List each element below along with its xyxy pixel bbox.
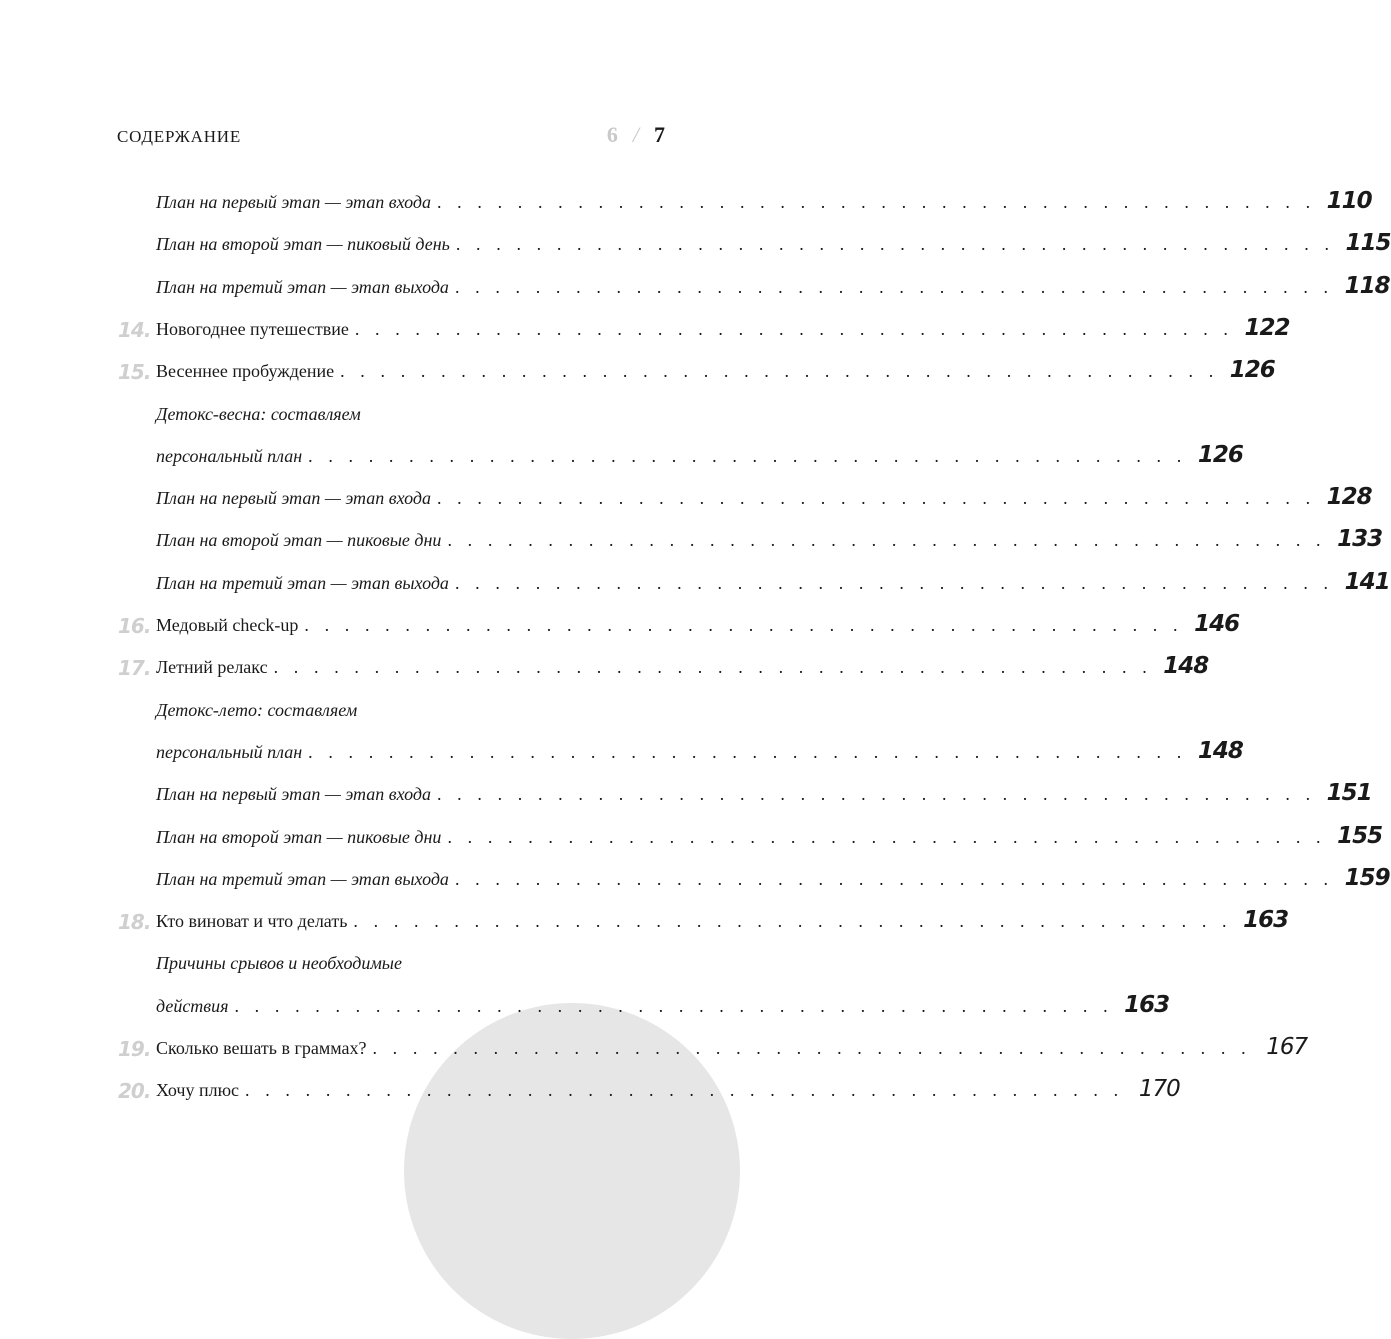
toc-dot-leader: . . . . . . . . . . . . . . . . . . . . . . . . . . . . . . . . . . . . . . . . . . . . (436, 784, 1316, 805)
toc-page-number: 159 (1344, 865, 1390, 891)
toc-entry (118, 944, 626, 974)
toc-entry (118, 437, 1243, 468)
toc-entry-title: Летний релакс (156, 657, 268, 678)
toc-dot-leader: . . . . . . . . . . . . . . . . . . . . . . . . . . . . . . . . . . . . . . . . . . . . (455, 234, 1335, 255)
toc-page-number: 148 (1163, 653, 1209, 679)
toc-entry-title: План на второй этап — пиковые дни (156, 530, 442, 551)
toc-dot-leader: . . . . . . . . . . . . . . . . . . . . . . . . . . . . . . . . . . . . . . . . . . . . (304, 615, 1184, 636)
toc-page-number: 163 (1243, 907, 1289, 933)
toc-page-number: 128 (1326, 484, 1372, 510)
toc-page-number: 170 (1138, 1076, 1180, 1102)
toc-entry (118, 648, 1209, 680)
toc-chapter-number: 19. (118, 1037, 151, 1061)
toc-page-number: 141 (1344, 569, 1390, 595)
toc-entry-title: Детокс-лето: составляем (156, 700, 358, 721)
toc-entry (118, 183, 1372, 214)
toc-entry (118, 733, 1243, 764)
toc-entry (118, 564, 1390, 595)
toc-dot-leader: . . . . . . . . . . . . . . . . . . . . . . . . . . . . . . . . . . . . . . . . . . . . (436, 192, 1316, 213)
toc-entry-title: персональный план (156, 446, 303, 467)
toc-chapter-number: 18. (118, 910, 151, 934)
toc-entry-title: Детокс-весна: составляем (156, 404, 361, 425)
toc-page-number: 148 (1197, 738, 1243, 764)
toc-entry-title: План на третий этап — этап выхода (156, 573, 449, 594)
toc-page-number: 115 (1345, 230, 1391, 256)
toc-entry-title: План на первый этап — этап входа (156, 784, 431, 805)
toc-page-number: 122 (1244, 315, 1290, 341)
toc-page-number: 151 (1326, 780, 1372, 806)
toc-entry-title: План на второй этап — пиковые дни (156, 827, 442, 848)
toc-entry (118, 987, 1170, 1018)
toc-entry (118, 479, 1372, 510)
toc-dot-leader: . . . . . . . . . . . . . . . . . . . . . . . . . . . . . . . . . . . . . . . . . . . . (353, 911, 1233, 932)
toc-chapter-number: 14. (118, 318, 151, 342)
toc-dot-leader: . . . . . . . . . . . . . . . . . . . . . . . . . . . . . . . . . . . . . . . . . . . . (245, 1080, 1124, 1101)
toc-chapter-number: 17. (118, 656, 151, 680)
toc-entry (118, 691, 626, 721)
folio-left-page-number: 6 (606, 122, 618, 147)
running-header-title: СОДЕРЖАНИЕ (117, 127, 242, 146)
toc-entry (118, 860, 1390, 891)
toc-page-number: 155 (1337, 823, 1383, 849)
toc-dot-leader: . . . . . . . . . . . . . . . . . . . . . . . . . . . . . . . . . . . . . . . . . . . . (454, 277, 1334, 298)
toc-dot-leader: . . . . . . . . . . . . . . . . . . . . . . . . . . . . . . . . . . . . . . . . . . . . (354, 319, 1234, 340)
toc-entry-title: План на третий этап — этап выхода (156, 869, 449, 890)
toc-entry (118, 606, 1240, 638)
toc-dot-leader: . . . . . . . . . . . . . . . . . . . . . . . . . . . . . . . . . . . . . . . . . . . . (447, 827, 1327, 848)
toc-entry-title: Новогоднее путешествие (156, 319, 349, 340)
toc-dot-leader: . . . . . . . . . . . . . . . . . . . . . . . . . . . . . . . . . . . . . . . . . . . . (234, 996, 1114, 1017)
toc-entry-title: Причины срывов и необходимые (156, 953, 402, 974)
toc-entry-title: План на первый этап — этап входа (156, 192, 431, 213)
toc-entry (118, 1029, 1308, 1061)
toc-dot-leader: . . . . . . . . . . . . . . . . . . . . . . . . . . . . . . . . . . . . . . . . . . . . (436, 488, 1316, 509)
toc-dot-leader: . . . . . . . . . . . . . . . . . . . . . . . . . . . . . . . . . . . . . . . . . . . . (447, 530, 1327, 551)
toc-dot-leader: . . . . . . . . . . . . . . . . . . . . . . . . . . . . . . . . . . . . . . . . . . . . (308, 446, 1187, 467)
toc-entry (118, 521, 1383, 552)
toc-chapter-number: 16. (118, 614, 151, 638)
toc-entry-title: План на первый этап — этап входа (156, 488, 431, 509)
toc-page-number: 126 (1197, 442, 1243, 468)
toc-dot-leader: . . . . . . . . . . . . . . . . . . . . . . . . . . . . . . . . . . . . . . . . . . . . (340, 361, 1219, 382)
toc-entry (118, 395, 626, 425)
page-folio (607, 122, 665, 148)
toc-entry-title: персональный план (156, 742, 303, 763)
toc-dot-leader: . . . . . . . . . . . . . . . . . . . . . . . . . . . . . . . . . . . . . . . . . . . . (273, 657, 1153, 678)
toc-dot-leader: . . . . . . . . . . . . . . . . . . . . . . . . . . . . . . . . . . . . . . . . . . . . (308, 742, 1187, 763)
toc-chapter-number: 20. (118, 1079, 151, 1103)
toc-entry-title: План на второй этап — пиковый день (156, 234, 450, 255)
toc-entry (118, 225, 1391, 256)
toc-entry-title: Весеннее пробуждение (156, 361, 335, 382)
toc-entry (118, 902, 1289, 934)
toc-entry (118, 268, 1390, 299)
toc-page-number: 133 (1337, 526, 1383, 552)
toc-dot-leader: . . . . . . . . . . . . . . . . . . . . . . . . . . . . . . . . . . . . . . . . . . . . (454, 573, 1334, 594)
toc-page-number: 126 (1229, 357, 1275, 383)
toc-entry-title: Сколько вешать в граммах? (156, 1038, 367, 1059)
toc-page-number: 110 (1326, 188, 1372, 214)
folio-separator: / (632, 122, 639, 147)
toc-page-number: 163 (1124, 992, 1170, 1018)
toc-entry (118, 775, 1372, 806)
toc-entry-title: Медовый check-up (156, 615, 299, 636)
toc-dot-leader: . . . . . . . . . . . . . . . . . . . . . . . . . . . . . . . . . . . . . . . . . . . . (372, 1038, 1252, 1059)
toc-dot-leader: . . . . . . . . . . . . . . . . . . . . . . . . . . . . . . . . . . . . . . . . . . . . (454, 869, 1334, 890)
toc-entry-title: План на третий этап — этап выхода (156, 277, 449, 298)
toc-entry (118, 352, 1275, 384)
toc-entry (118, 818, 1383, 849)
toc-entry-title: Кто виноват и что делать (156, 911, 348, 932)
toc-page-number: 146 (1194, 611, 1240, 637)
toc-entry (118, 310, 1290, 342)
toc-chapter-number: 15. (118, 360, 151, 384)
toc-page-number: 118 (1344, 273, 1390, 299)
toc-entry-title: Хочу плюс (156, 1080, 240, 1101)
toc-page-number: 167 (1266, 1034, 1308, 1060)
toc-entry-title: действия (156, 996, 229, 1017)
toc-entry (118, 1071, 1180, 1103)
folio-right-page-number: 7 (654, 122, 665, 147)
